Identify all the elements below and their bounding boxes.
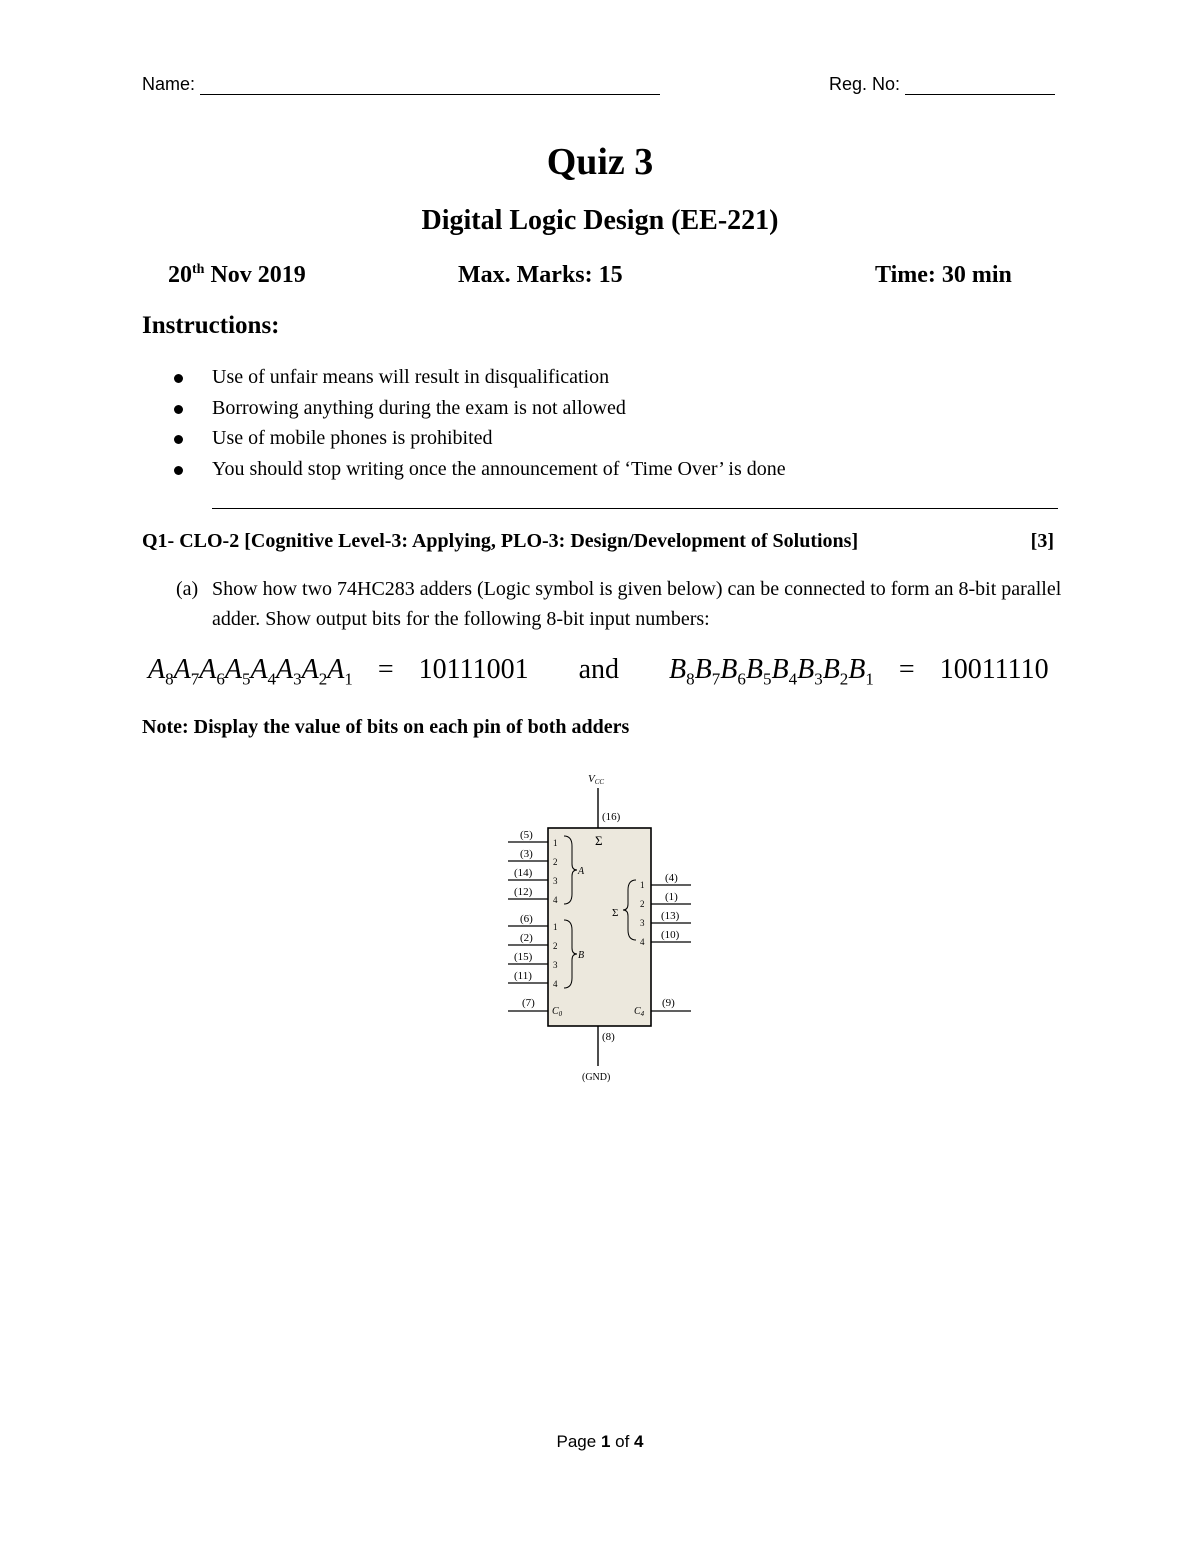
- b-bit-1: 1: [553, 922, 558, 932]
- regno-field[interactable]: [829, 74, 1055, 95]
- list-item: You should stop writing once the announcement of ‘Time Over’ is done: [170, 456, 786, 487]
- quiz-title: Quiz 3: [546, 141, 654, 183]
- sigma-label: Σ: [595, 833, 603, 848]
- b-var-7: $B_7$: [694, 654, 721, 689]
- a-pin-4: (12): [514, 886, 533, 898]
- a-value: 10111001: [418, 654, 529, 685]
- and-word: and: [578, 654, 620, 685]
- part-text: Show how two 74HC283 adders (Logic symbol is given below) can be connected to form an 8-bit parallel adder. Show output bits for the following 8-bit input numbers:: [212, 578, 1062, 630]
- course-title: Digital Logic Design (EE-221): [421, 205, 779, 236]
- name-blank[interactable]: [200, 76, 660, 95]
- part-label: (a): [176, 578, 199, 600]
- a-var-2: $A_2$: [301, 654, 328, 689]
- cin-pin: (7): [522, 997, 535, 1009]
- b-bit-3: 3: [553, 960, 558, 970]
- date-day: 20: [168, 262, 192, 288]
- sum-bit-1: 1: [640, 880, 645, 890]
- b-var-3: $B_3$: [797, 654, 823, 689]
- sum-bit-4: 4: [640, 937, 645, 947]
- b-var-8: $B_8$: [669, 654, 695, 689]
- date-rest: Nov 2019: [204, 262, 306, 288]
- page-of: of: [610, 1432, 635, 1451]
- gnd-label: (GND): [582, 1072, 611, 1083]
- b-bits-expression: [669, 654, 874, 689]
- question-title: Q1- CLO-2 [Cognitive Level-3: Applying, PLO-3: Design/Development of Solutions]: [142, 530, 859, 552]
- gnd-pin: (8): [602, 1031, 615, 1043]
- cout-label: $C_4$: [634, 1006, 645, 1018]
- b-var-4: $B_4$: [771, 654, 798, 689]
- b-pin-2: (2): [520, 932, 533, 944]
- sum-pin-2: (1): [665, 891, 678, 903]
- exam-date: [168, 262, 306, 289]
- a-pin-1: (5): [520, 829, 533, 841]
- sum-sigma-label: Σ: [612, 907, 619, 919]
- date-suffix: th: [192, 262, 205, 277]
- regno-label: Reg. No:: [829, 74, 901, 94]
- b-pin-3: (15): [514, 951, 533, 963]
- sum-bit-2: 2: [640, 899, 645, 909]
- page-number: 1: [600, 1432, 611, 1451]
- a-var-1: $A_1$: [327, 654, 353, 689]
- b-var-1: $B_1$: [848, 654, 874, 689]
- b-pin-4: (11): [514, 970, 532, 982]
- a-bit-2: 2: [553, 857, 558, 867]
- question-marks: [3]: [1030, 530, 1054, 552]
- b-value: 10011110: [939, 654, 1049, 685]
- a-pin-2: (3): [520, 848, 533, 860]
- page-footer: [0, 1432, 1200, 1452]
- list-item: Use of mobile phones is prohibited: [170, 425, 786, 456]
- b-bit-2: 2: [553, 941, 558, 951]
- bullet-icon: [174, 405, 183, 414]
- section-divider: [212, 508, 1058, 509]
- a-var-5: $A_5$: [224, 654, 251, 689]
- input-equation: [148, 654, 1049, 690]
- b-pin-1: (6): [520, 913, 533, 925]
- bullet-icon: [174, 435, 183, 444]
- cin-label: $C_0$: [552, 1006, 563, 1018]
- a-group-label: A: [578, 866, 585, 877]
- name-label: Name:: [142, 74, 196, 94]
- name-field[interactable]: [142, 74, 660, 95]
- a-var-6: $A_6$: [199, 654, 225, 689]
- question-heading: [142, 530, 1058, 553]
- sum-bit-3: 3: [640, 918, 645, 928]
- vcc-label: VCC: [588, 773, 605, 786]
- equals-sign: =: [898, 654, 915, 685]
- a-bit-4: 4: [553, 895, 558, 905]
- b-group-label: B: [578, 950, 585, 961]
- max-marks: Max. Marks: 15: [458, 262, 623, 288]
- vcc-pin: (16): [602, 811, 621, 823]
- b-var-2: $B_2$: [822, 654, 849, 689]
- a-var-4: $A_4$: [250, 654, 277, 689]
- a-bit-3: 3: [553, 876, 558, 886]
- sum-pin-3: (13): [661, 910, 680, 922]
- chip-body: [548, 828, 651, 1026]
- a-var-3: $A_3$: [276, 654, 302, 689]
- bullet-icon: [174, 466, 183, 475]
- page-total: 4: [634, 1432, 644, 1451]
- exam-time: Time: 30 min: [875, 262, 1012, 288]
- sum-pin-4: (10): [661, 929, 680, 941]
- a-pin-3: (14): [514, 867, 533, 879]
- bullet-icon: [174, 374, 183, 383]
- equals-sign: =: [377, 654, 394, 685]
- a-bit-1: 1: [553, 838, 558, 848]
- instructions-list: [170, 364, 786, 486]
- adder-logic-symbol: [500, 768, 700, 1088]
- a-var-7: $A_7$: [173, 654, 200, 689]
- regno-blank[interactable]: [905, 76, 1055, 95]
- a-bits-expression: [148, 654, 353, 689]
- page-prefix: Page: [556, 1432, 601, 1451]
- a-var-8: $A_8$: [148, 654, 174, 689]
- instructions-heading: Instructions:: [142, 312, 280, 339]
- b-var-6: $B_6$: [720, 654, 746, 689]
- cout-pin: (9): [662, 997, 675, 1009]
- b-bit-4: 4: [553, 979, 558, 989]
- sum-pin-1: (4): [665, 872, 678, 884]
- question-note: Note: Display the value of bits on each pin of both adders: [142, 716, 630, 738]
- b-var-5: $B_5$: [745, 654, 772, 689]
- list-item: Use of unfair means will result in disqualification: [170, 364, 786, 395]
- list-item: Borrowing anything during the exam is not allowed: [170, 395, 786, 426]
